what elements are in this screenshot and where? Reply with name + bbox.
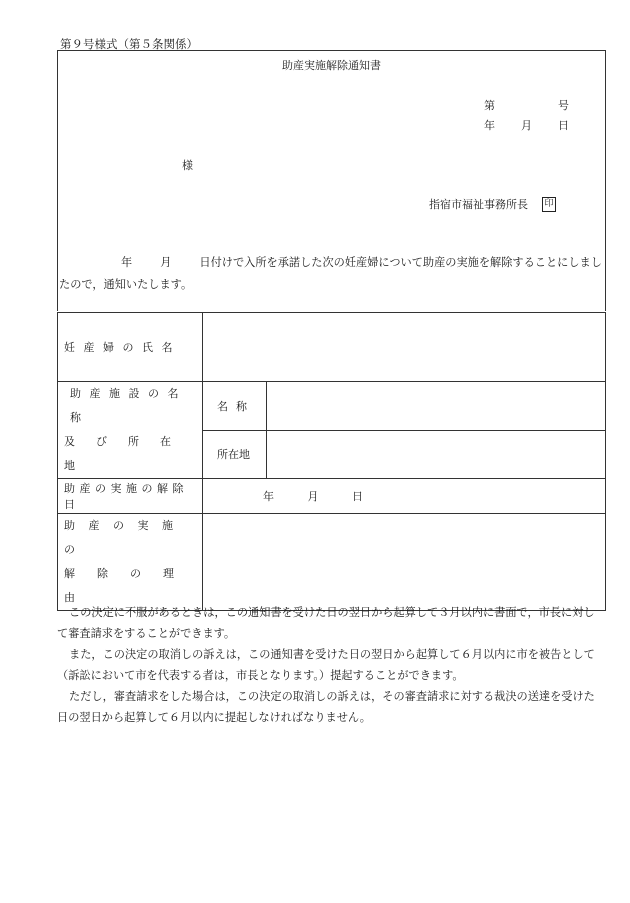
reason-label-line2: 解除の理由: [64, 567, 196, 604]
seal-mark: 印: [542, 197, 556, 212]
reason-label-line1: 助産の実施の: [64, 519, 187, 556]
mother-name-field[interactable]: [203, 313, 606, 382]
facility-label: [58, 382, 203, 479]
issuer-block: [429, 196, 556, 212]
appeal-notes: [57, 602, 605, 728]
termination-day: 日: [352, 490, 363, 503]
table-row: [58, 382, 606, 431]
issue-date-year: 年: [484, 119, 495, 132]
facility-name-field[interactable]: [267, 382, 606, 431]
issue-date: [484, 117, 569, 133]
facility-label-line2: 及び所在地: [64, 435, 192, 472]
issue-date-month: 月: [521, 119, 532, 132]
mother-name-label: 妊産婦の氏名: [58, 313, 203, 382]
table-row: [58, 514, 606, 611]
termination-month: 月: [307, 490, 319, 503]
termination-reason-label: [58, 514, 203, 611]
termination-reason-field[interactable]: [203, 514, 606, 611]
termination-date-field[interactable]: [203, 479, 606, 514]
note-paragraph: この決定に不服があるときは，この通知書を受けた日の翌日から起算して３月以内に書面で，市長に対して審査請求をすることができます。: [57, 606, 595, 640]
termination-date-label: 助産の実施の解除日: [58, 479, 203, 514]
facility-label-line1: 助産施設の名称: [70, 387, 187, 424]
note-paragraph: また，この決定の取消しの訴えは，この通知書を受けた日の翌日から起算して６月以内に市を被告として（訴訟において市を代表する者は，市長となります。）提起することができます。: [57, 648, 595, 682]
body-rest: 日付けで入所を承諾した次の妊産婦について助産の実施を解除することにしましたので，通知いたします。: [59, 256, 602, 291]
body-year: 年: [121, 256, 133, 269]
notice-body: [59, 252, 604, 296]
issue-date-day: 日: [558, 119, 569, 132]
addressee-suffix: 様: [182, 159, 193, 172]
notice-frame: [57, 50, 606, 311]
table-row: [58, 313, 606, 382]
note-paragraph: ただし，審査請求をした場合は，この決定の取消しの訴えは，その審査請求に対する裁決の送達を受けた日の翌日から起算して６月以内に提起しなければなりません。: [57, 690, 595, 724]
form-reference: 第９号様式（第５条関係）: [60, 37, 198, 51]
facility-name-label: 名称: [203, 382, 267, 431]
facility-address-field[interactable]: [267, 430, 606, 479]
facility-address-label: 所在地: [203, 430, 267, 479]
page-title: 助産実施解除通知書: [282, 59, 381, 72]
detail-table: [57, 312, 606, 611]
issuer-name: 指宿市福祉事務所長: [429, 198, 528, 211]
body-month: 月: [160, 256, 172, 269]
doc-number-prefix: 第: [484, 99, 495, 112]
table-row: [58, 479, 606, 514]
document-number: [484, 97, 569, 113]
doc-number-suffix: 号: [558, 99, 569, 112]
termination-year: 年: [263, 490, 274, 503]
